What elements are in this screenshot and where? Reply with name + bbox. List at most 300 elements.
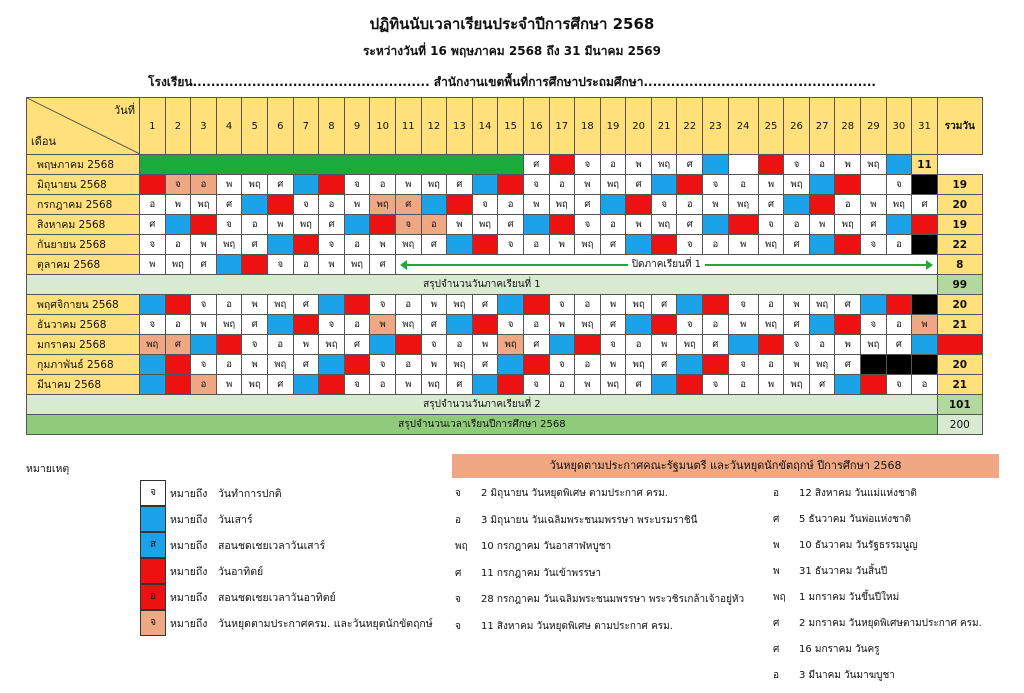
day-cell: จ (575, 155, 601, 175)
day-cell (140, 375, 166, 395)
corner-month-label: เดือน (31, 135, 57, 148)
day-cell: พฤ (886, 195, 912, 215)
day-cell (651, 375, 677, 395)
day-cell: จ (319, 235, 345, 255)
day-cell: ศ (912, 195, 938, 215)
day-cell: พ (549, 315, 575, 335)
day-cell (267, 315, 293, 335)
day-cell (498, 175, 524, 195)
day-cell (809, 195, 835, 215)
day-cell: พ (216, 175, 242, 195)
day-cell (165, 215, 191, 235)
day-cell: พ (703, 195, 729, 215)
day-cell: อ (809, 335, 835, 355)
day-cell: อ (886, 315, 912, 335)
day-header: 31 (912, 98, 938, 155)
day-header: 16 (523, 98, 549, 155)
day-cell: ศ (472, 295, 498, 315)
day-cell: อ (370, 375, 396, 395)
day-cell (344, 215, 370, 235)
day-cell: พฤ (344, 255, 370, 275)
day-cell (728, 155, 758, 175)
holiday-text: 10 กรกฎาคม วันอาสาฬหบูชา (481, 541, 612, 552)
day-cell: พฤ (626, 355, 652, 375)
day-cell: พ (600, 295, 626, 315)
day-header: 6 (267, 98, 293, 155)
day-cell (216, 255, 242, 275)
day-cell (912, 335, 938, 355)
day-cell: อ (575, 355, 601, 375)
day-header: 11 (395, 98, 421, 155)
day-cell (523, 215, 549, 235)
day-cell: อ (523, 235, 549, 255)
holiday-day-abbrev: จ (455, 620, 461, 632)
day-header: 9 (344, 98, 370, 155)
day-cell: อ (758, 295, 784, 315)
day-cell (472, 175, 498, 195)
day-cell: อ (395, 355, 421, 375)
day-cell (937, 335, 982, 355)
day-cell: ศ (370, 255, 396, 275)
month-total: 20 (937, 295, 982, 315)
day-cell: อ (395, 295, 421, 315)
day-cell (344, 355, 370, 375)
holiday-day-abbrev: อ (773, 488, 780, 499)
day-cell: ศ (523, 335, 549, 355)
page-subtitle: ระหว่างวันที่ 16 พฤษภาคม 2568 ถึง 31 มีนาคม 2569 (362, 44, 661, 58)
semester2-summary-total: 101 (937, 395, 982, 415)
day-header: 20 (626, 98, 652, 155)
school-line: โรงเรียน.................................................... สำนักงานเขตพื้นที่การศึกษาประถมศึกษา................................................... (148, 75, 876, 89)
day-cell (886, 355, 912, 375)
day-cell (191, 215, 217, 235)
day-cell: ศ (319, 215, 345, 235)
day-cell: อ (370, 175, 396, 195)
day-cell (242, 255, 268, 275)
day-header: 1 (140, 98, 166, 155)
day-cell (472, 375, 498, 395)
holiday-text: 3 มิถุนายน วันเฉลิมพระชนมพรรษา พระบรมราชินี (481, 514, 698, 526)
day-cell: จ (498, 315, 524, 335)
holiday-text: 2 มิถุนายน วันหยุดพิเศษ ตามประกาศ ครม. (481, 488, 668, 499)
holiday-text: 28 กรกฎาคม วันเฉลิมพระชนมพรรษา พระวชิรเกล้าเจ้าอยู่หัว (481, 594, 745, 605)
day-cell: อ (242, 215, 268, 235)
day-cell: พฤ (447, 295, 473, 315)
day-cell: พฤ (809, 355, 835, 375)
legend-meaning-label: หมายถึง (170, 514, 208, 526)
day-cell: อ (421, 215, 447, 235)
month-name: พฤษภาคม 2568 (27, 155, 140, 175)
holiday-text: 10 ธันวาคม วันรัฐธรรมนูญ (799, 540, 918, 551)
legend-text: สอนชดเชยเวลาวันอาทิตย์ (218, 592, 336, 604)
day-cell: จ (370, 295, 396, 315)
day-cell (703, 355, 729, 375)
day-cell (677, 295, 703, 315)
month-name: สิงหาคม 2568 (27, 215, 140, 235)
day-cell (498, 355, 524, 375)
day-cell: พฤ (191, 195, 217, 215)
day-cell: พ (784, 295, 810, 315)
day-cell: พ (267, 215, 293, 235)
day-cell (344, 295, 370, 315)
day-cell: พ (626, 215, 652, 235)
day-cell: พฤ (549, 195, 575, 215)
day-cell (912, 295, 938, 315)
day-cell: อ (912, 375, 938, 395)
day-cell (165, 355, 191, 375)
day-cell: พ (421, 355, 447, 375)
day-cell (549, 155, 575, 175)
day-cell: พ (758, 175, 784, 195)
day-cell: จ (600, 335, 626, 355)
legend-swatch (140, 506, 166, 532)
month-name: พฤศจิกายน 2568 (27, 295, 140, 315)
day-cell (319, 355, 345, 375)
day-cell (293, 235, 319, 255)
day-cell (835, 175, 861, 195)
holiday-day-abbrev: พฤ (455, 541, 468, 552)
day-cell: จ (140, 315, 166, 335)
month-name: มกราคม 2568 (27, 335, 140, 355)
day-cell: ศ (293, 355, 319, 375)
day-header: 14 (472, 98, 498, 155)
holiday-text: 12 สิงหาคม วันแม่แห่งชาติ (799, 488, 917, 499)
day-cell (447, 195, 473, 215)
total-header: รวมวัน (937, 98, 982, 155)
day-cell: พฤ (861, 335, 887, 355)
month-name: กุมภาพันธ์ 2568 (27, 355, 140, 375)
day-cell: อ (165, 235, 191, 255)
day-cell: พฤ (626, 295, 652, 315)
day-cell: พฤ (370, 195, 396, 215)
month-total: 20 (937, 195, 982, 215)
day-cell: จ (784, 155, 810, 175)
day-cell: พ (575, 175, 601, 195)
day-cell: จ (242, 335, 268, 355)
day-cell: พ (626, 155, 652, 175)
day-cell (395, 335, 421, 355)
day-cell (140, 295, 166, 315)
day-cell: พ (344, 195, 370, 215)
month-total: 19 (937, 215, 982, 235)
day-cell: ศ (784, 315, 810, 335)
legend-text: วันอาทิตย์ (218, 566, 264, 578)
day-cell (651, 235, 677, 255)
day-cell: ศ (140, 215, 166, 235)
day-cell: จ (191, 355, 217, 375)
day-cell: อ (575, 295, 601, 315)
day-cell (319, 295, 345, 315)
day-cell: อ (703, 315, 729, 335)
legend-swatch (140, 558, 166, 584)
month-name: กันยายน 2568 (27, 235, 140, 255)
day-cell: จ (319, 315, 345, 335)
day-cell: พ (861, 195, 887, 215)
holiday-day-abbrev: ศ (773, 644, 780, 655)
semester2-summary (27, 395, 983, 415)
day-cell: จ (549, 295, 575, 315)
day-cell: จ (421, 335, 447, 355)
day-cell: ศ (886, 335, 912, 355)
semester1-summary-total: 99 (937, 275, 982, 295)
holiday-text: 11 กรกฎาคม วันเข้าพรรษา (481, 567, 602, 579)
day-cell: ศ (677, 215, 703, 235)
day-cell: อ (344, 235, 370, 255)
holiday-day-abbrev: อ (455, 514, 462, 526)
day-cell (498, 375, 524, 395)
day-cell (216, 335, 242, 355)
month-row (27, 195, 983, 215)
day-cell (861, 355, 887, 375)
day-cell (319, 175, 345, 195)
day-cell: จ (784, 335, 810, 355)
day-cell: พ (809, 215, 835, 235)
holiday-text: 3 มีนาคม วันมาฆบูชา (799, 670, 895, 681)
day-cell: พฤ (267, 355, 293, 375)
day-cell: ศ (677, 155, 703, 175)
day-header: 27 (809, 98, 835, 155)
day-cell: พ (758, 375, 784, 395)
day-cell (523, 355, 549, 375)
day-cell: ศ (421, 235, 447, 255)
day-cell: พฤ (784, 175, 810, 195)
day-cell: อ (498, 195, 524, 215)
day-cell (677, 175, 703, 195)
day-cell (447, 315, 473, 335)
day-cell (912, 355, 938, 375)
day-cell: พฤ (216, 235, 242, 255)
semester-break-span (395, 255, 937, 275)
day-cell: ศ (498, 215, 524, 235)
day-cell: พ (523, 195, 549, 215)
day-cell: พฤ (835, 215, 861, 235)
day-cell: พ (140, 255, 166, 275)
day-cell: จ (703, 375, 729, 395)
day-cell (165, 295, 191, 315)
holiday-text: 11 สิงหาคม วันหยุดพิเศษ ตามประกาศ ครม. (481, 620, 673, 632)
day-cell: พฤ (728, 195, 758, 215)
day-cell (293, 315, 319, 335)
legend-text: วันทำการปกติ (218, 488, 282, 500)
day-cell: พ (728, 315, 758, 335)
month-total: 8 (937, 255, 982, 275)
day-cell (703, 215, 729, 235)
day-cell: จ (758, 215, 784, 235)
day-cell: พฤ (447, 355, 473, 375)
day-cell: พ (600, 355, 626, 375)
month-total: 20 (937, 355, 982, 375)
day-header: 21 (651, 98, 677, 155)
day-cell: พ (191, 315, 217, 335)
day-cell (912, 235, 938, 255)
day-cell: จ (861, 315, 887, 335)
day-cell: ศ (651, 295, 677, 315)
day-cell: จ (191, 295, 217, 315)
month-total: 21 (937, 315, 982, 335)
day-cell: ศ (861, 215, 887, 235)
day-header: 17 (549, 98, 575, 155)
day-cell: จ (216, 215, 242, 235)
day-cell: อ (523, 315, 549, 335)
day-cell: ศ (626, 175, 652, 195)
day-cell: จ (886, 175, 912, 195)
day-cell: ศ (293, 295, 319, 315)
day-cell (267, 235, 293, 255)
legend-meaning-label: หมายถึง (170, 592, 208, 604)
calendar-table (26, 97, 983, 435)
day-cell (549, 215, 575, 235)
day-cell: พฤ (575, 235, 601, 255)
day-cell: พ (370, 235, 396, 255)
year-summary-total: 200 (937, 415, 982, 435)
day-cell: อ (728, 375, 758, 395)
holiday-text: 31 ธันวาคม วันสิ้นปี (799, 566, 888, 577)
holiday-day-abbrev: ศ (773, 618, 780, 629)
holiday-header: วันหยุดตามประกาศคณะรัฐมนตรี และวันหยุดนักขัตฤกษ์ ปีการศึกษา 2568 (452, 454, 999, 478)
day-cell: อ (886, 235, 912, 255)
holiday-day-abbrev: จ (455, 594, 461, 605)
day-cell: พ (575, 375, 601, 395)
day-cell: ศ (191, 255, 217, 275)
day-cell: ศ (809, 375, 835, 395)
legend-meaning-label: หมายถึง (170, 540, 208, 552)
month-row (27, 235, 983, 255)
day-cell: พ (835, 335, 861, 355)
day-cell: พ (651, 335, 677, 355)
day-cell: พ (370, 315, 396, 335)
month-total: 11 (912, 155, 938, 175)
day-cell: พ (447, 215, 473, 235)
day-cell (728, 335, 758, 355)
day-cell: อ (216, 295, 242, 315)
day-cell: จ (370, 355, 396, 375)
day-cell: อ (344, 315, 370, 335)
month-row (27, 215, 983, 235)
day-cell: ศ (344, 335, 370, 355)
day-cell: พฤ (809, 295, 835, 315)
day-cell: พฤ (216, 315, 242, 335)
day-header: 15 (498, 98, 524, 155)
day-header: 13 (447, 98, 473, 155)
day-cell: ศ (165, 335, 191, 355)
day-cell: อ (626, 335, 652, 355)
day-cell (861, 175, 887, 195)
day-cell (626, 235, 652, 255)
legend-swatch: จ (140, 480, 166, 506)
day-cell: พ (242, 295, 268, 315)
day-cell: จ (728, 355, 758, 375)
remark-label: หมายเหตุ (26, 463, 70, 475)
month-row (27, 175, 983, 195)
day-cell: อ (191, 175, 217, 195)
day-cell (758, 155, 784, 175)
day-cell: พฤ (140, 335, 166, 355)
day-cell: ศ (835, 295, 861, 315)
day-cell: อ (267, 335, 293, 355)
day-cell (472, 315, 498, 335)
day-cell (293, 175, 319, 195)
holiday-day-abbrev: ศ (773, 514, 780, 525)
day-cell (651, 175, 677, 195)
day-cell (835, 375, 861, 395)
holiday-day-abbrev: ศ (455, 567, 462, 579)
day-cell: จ (140, 235, 166, 255)
day-cell: จ (293, 195, 319, 215)
day-cell: จ (165, 175, 191, 195)
day-cell: จ (523, 175, 549, 195)
day-cell: พ (395, 175, 421, 195)
day-cell: จ (549, 355, 575, 375)
legend-meaning-label: หมายถึง (170, 488, 208, 500)
day-cell (140, 175, 166, 195)
day-cell (835, 235, 861, 255)
day-cell (758, 335, 784, 355)
day-cell (267, 195, 293, 215)
day-cell (370, 215, 396, 235)
day-cell (472, 235, 498, 255)
page-title: ปฏิทินนับเวลาเรียนประจำปีการศึกษา 2568 (369, 15, 655, 33)
day-cell: ศ (523, 155, 549, 175)
day-cell (549, 335, 575, 355)
day-cell: ศ (575, 195, 601, 215)
day-cell: พฤ (472, 215, 498, 235)
day-cell: จ (472, 195, 498, 215)
day-cell (886, 155, 912, 175)
day-cell: อ (703, 235, 729, 255)
month-total: 19 (937, 175, 982, 195)
day-cell: พ (319, 255, 345, 275)
day-header: 12 (421, 98, 447, 155)
holiday-day-abbrev: พฤ (773, 592, 786, 603)
day-cell: อ (758, 355, 784, 375)
day-cell: จ (344, 375, 370, 395)
day-cell: จ (861, 235, 887, 255)
day-header: 25 (758, 98, 784, 155)
day-header: 8 (319, 98, 345, 155)
day-cell (912, 215, 938, 235)
day-cell: พฤ (677, 335, 703, 355)
day-cell: อ (835, 195, 861, 215)
holiday-day-abbrev: จ (455, 488, 461, 499)
day-cell: อ (549, 375, 575, 395)
day-cell: จ (886, 375, 912, 395)
day-cell: พฤ (651, 215, 677, 235)
month-row (27, 315, 983, 335)
day-cell: ศ (472, 355, 498, 375)
month-row (27, 355, 983, 375)
day-cell: พ (421, 295, 447, 315)
month-name: มีนาคม 2568 (27, 375, 140, 395)
day-cell: ศ (703, 335, 729, 355)
legend-meaning-label: หมายถึง (170, 618, 208, 630)
day-cell: ศ (447, 175, 473, 195)
day-header: 2 (165, 98, 191, 155)
month-name: กรกฎาคม 2568 (27, 195, 140, 215)
day-cell: อ (447, 335, 473, 355)
month-row (27, 335, 983, 355)
day-cell: พฤ (784, 375, 810, 395)
day-cell: พ (784, 355, 810, 375)
month-name: ตุลาคม 2568 (27, 255, 140, 275)
day-cell (809, 315, 835, 335)
day-cell: ศ (600, 315, 626, 335)
day-cell (703, 295, 729, 315)
day-cell (293, 375, 319, 395)
day-cell: พฤ (165, 255, 191, 275)
day-cell: อ (677, 195, 703, 215)
day-cell: ศ (242, 315, 268, 335)
day-cell: พ (216, 375, 242, 395)
